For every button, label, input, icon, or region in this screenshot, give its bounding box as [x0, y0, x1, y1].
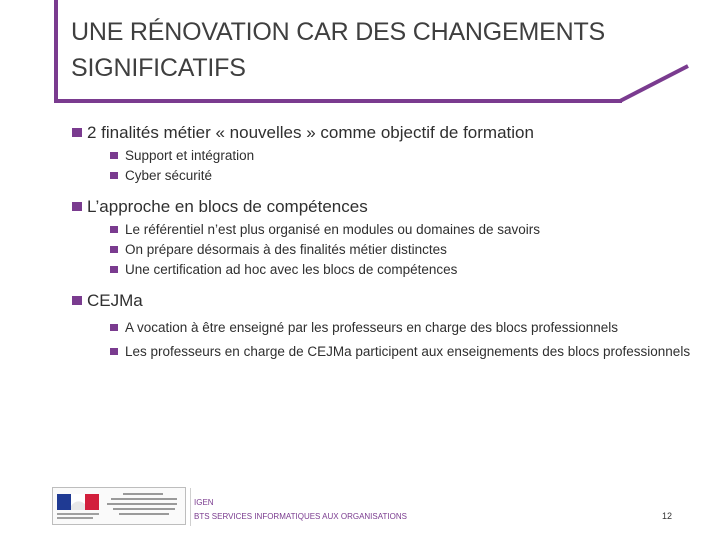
sub-bullet — [110, 318, 692, 338]
ministry-logo — [52, 487, 186, 525]
bullet-finalites — [72, 120, 692, 146]
footer-separator — [190, 488, 191, 526]
sub-bullet-text: A vocation à être enseigné par les professeurs en charge des blocs professionnels — [125, 320, 619, 335]
bullet-marker — [72, 128, 82, 137]
sub-bullet-text: Cyber sécurité — [125, 168, 213, 183]
sub-bullet-text: Une certification ad hoc avec les blocs de compétences — [125, 262, 458, 277]
footer-course: BTS SERVICES INFORMATIQUES AUX ORGANISATIONS — [194, 512, 407, 521]
bullet-cejma — [72, 288, 692, 314]
bullet-marker — [110, 172, 118, 179]
sub-bullet — [110, 220, 692, 240]
bullet-marker — [110, 324, 118, 331]
bullet-marker — [72, 296, 82, 305]
bullet-marker — [110, 226, 118, 233]
bullet-marker — [72, 202, 82, 211]
sub-bullet-text: Les professeurs en charge de CEJMa participent aux enseignements des blocs professionnels — [125, 344, 691, 359]
bullet-text: L’approche en blocs de compétences — [87, 197, 368, 216]
bullet-blocs — [72, 194, 692, 220]
bullet-text: CEJMa — [87, 291, 143, 310]
flag-icon — [57, 494, 99, 510]
bullet-list — [72, 120, 692, 362]
page-number: 12 — [661, 511, 672, 521]
sub-bullet-text: Support et intégration — [125, 148, 255, 163]
sub-bullet-text: Le référentiel n’est plus organisé en modules ou domaines de savoirs — [125, 222, 540, 237]
sub-bullet — [110, 240, 692, 260]
sub-bullet — [110, 260, 692, 280]
sub-bullet — [110, 342, 692, 362]
bullet-text: 2 finalités métier « nouvelles » comme objectif de formation — [87, 123, 534, 142]
sub-bullet-text: On prépare désormais à des finalités métier distinctes — [125, 242, 447, 257]
sub-bullet — [110, 166, 692, 186]
bullet-marker — [110, 152, 118, 159]
bullet-marker — [110, 266, 118, 273]
bullet-marker — [110, 246, 118, 253]
bullet-marker — [110, 348, 118, 355]
sub-bullet — [110, 146, 692, 166]
slide-title: UNE RÉNOVATION CAR DES CHANGEMENTS SIGNIFICATIFS — [71, 18, 605, 82]
footer-org: IGEN — [194, 498, 214, 507]
